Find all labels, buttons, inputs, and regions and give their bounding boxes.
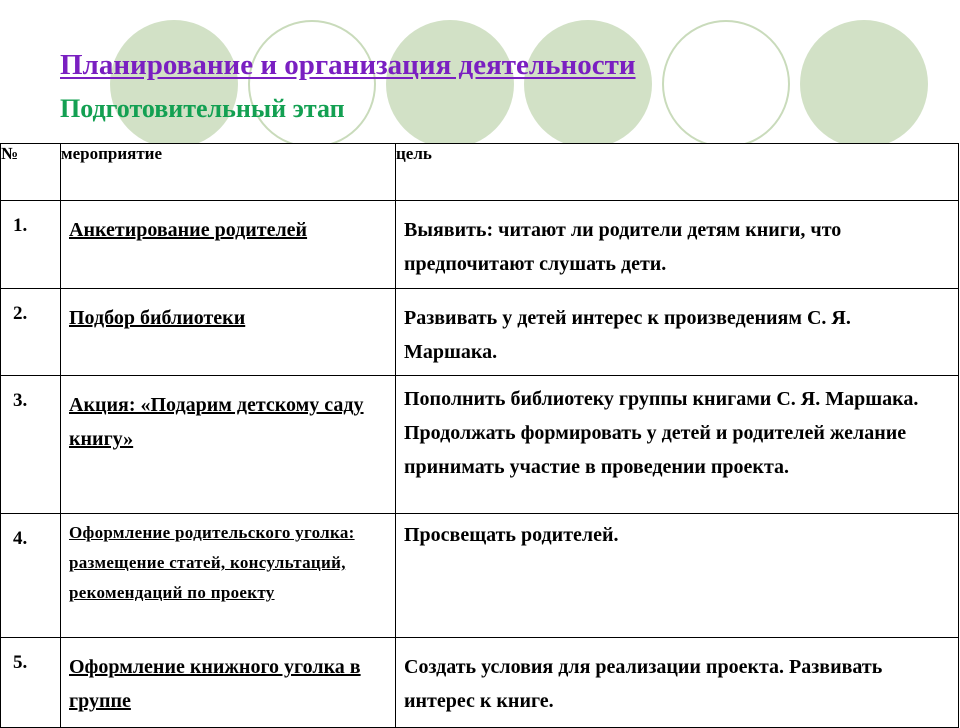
row-goal: Выявить: читают ли родители детям книги, что предпочитают слушать дети.	[404, 219, 842, 275]
row-event-cell	[61, 376, 396, 514]
table-row	[1, 201, 959, 289]
row-event-cell	[61, 638, 396, 728]
row-num: 3.	[13, 390, 28, 411]
activity-table	[0, 143, 959, 728]
table-header-row	[1, 144, 959, 201]
row-event: Анкетирование родителей	[69, 219, 308, 241]
row-event: Оформление родительского уголка: размещение статей, консультаций, рекомендаций по проекту	[69, 523, 355, 602]
row-num: 1.	[13, 215, 28, 236]
decor-circle-2	[248, 20, 376, 148]
row-num: 5.	[13, 652, 28, 673]
decor-circle-5	[662, 20, 790, 148]
table-row	[1, 638, 959, 728]
page-subtitle: Подготовительный этап	[60, 94, 345, 123]
header-goal: цель	[396, 144, 959, 201]
row-goal: Пополнить библиотеку группы книгами С. Я. Маршака. Продолжать формировать у детей и родителей желание принимать участие в проведении проекта.	[404, 388, 919, 478]
decor-circle-1	[110, 20, 238, 148]
row-event: Оформление книжного уголка в группе	[69, 656, 361, 712]
row-num-cell	[1, 289, 61, 376]
decor-circle-4	[524, 20, 652, 148]
row-event: Акция: «Подарим детскому саду книгу»	[69, 394, 364, 450]
header-num: №	[1, 144, 61, 201]
table-row	[1, 376, 959, 514]
decor-circle-3	[386, 20, 514, 148]
row-event-cell	[61, 289, 396, 376]
row-goal-cell	[396, 289, 959, 376]
row-goal: Развивать у детей интерес к произведениям С. Я. Маршака.	[404, 307, 851, 363]
row-event-cell	[61, 514, 396, 638]
row-num: 2.	[13, 303, 28, 324]
decor-circle-6	[800, 20, 928, 148]
row-goal-cell	[396, 201, 959, 289]
header-event: мероприятие	[61, 144, 396, 201]
row-goal-cell	[396, 638, 959, 728]
row-goal-cell	[396, 376, 959, 514]
row-num-cell	[1, 376, 61, 514]
row-event-cell	[61, 201, 396, 289]
table-row	[1, 514, 959, 638]
row-goal: Просвещать родителей.	[404, 524, 619, 546]
row-goal-cell	[396, 514, 959, 638]
row-num-cell	[1, 514, 61, 638]
page-title: Планирование и организация деятельности	[60, 49, 636, 81]
row-goal: Создать условия для реализации проекта. Развивать интерес к книге.	[404, 656, 883, 712]
row-num-cell	[1, 638, 61, 728]
row-event: Подбор библиотеки	[69, 307, 246, 329]
table-row	[1, 289, 959, 376]
row-num: 4.	[13, 528, 28, 549]
row-num-cell	[1, 201, 61, 289]
